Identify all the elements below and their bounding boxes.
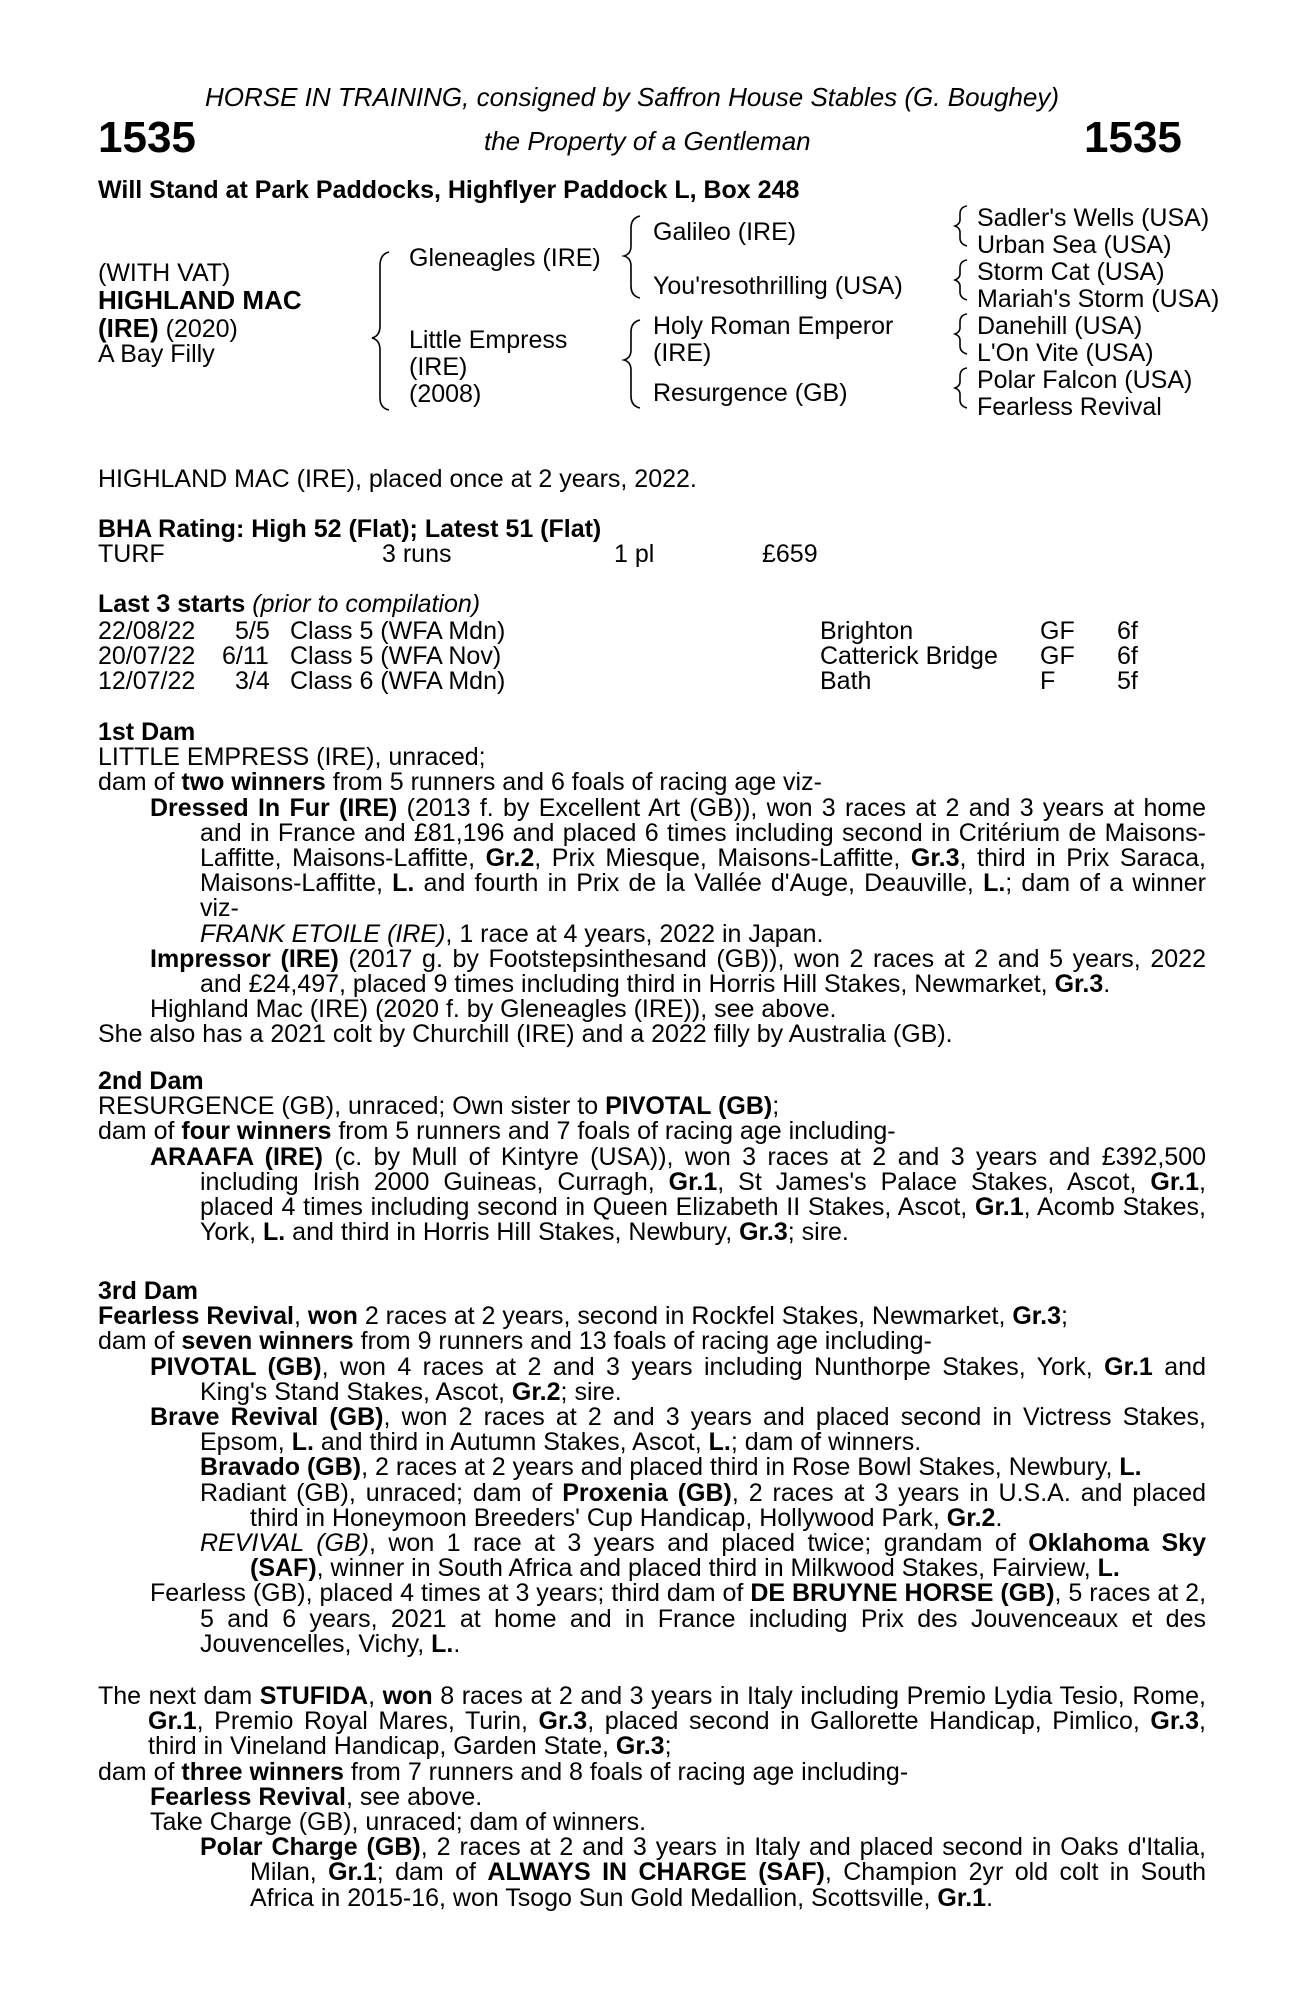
grade: Gr.1 — [328, 1858, 377, 1887]
text: , see above. — [345, 1782, 483, 1811]
second-dam-line — [98, 1094, 1206, 1119]
grade: Gr.1 — [1150, 1167, 1200, 1196]
third-dam-title: 3rd Dam — [98, 1277, 199, 1305]
grand-8: Fearless Revival — [977, 393, 1162, 421]
lot-number-right: 1535 — [1084, 113, 1182, 162]
horse-name: PIVOTAL (GB) — [605, 1092, 773, 1121]
horse-name: DE BRUYNE HORSE (GB) — [750, 1579, 1055, 1608]
text: (c. by Mull of Kintyre (USA)), won 3 races at 2 and 3 years and £392,500 including Irish 2000 Guineas, Curragh, — [200, 1142, 1206, 1196]
text: . — [986, 1883, 994, 1912]
produce-entry: Highland Mac (IRE) (2020 f. by Gleneagles (IRE)), see above. — [150, 995, 837, 1024]
text: ; sire. — [560, 1377, 622, 1406]
start-date: 12/07/22 — [98, 667, 196, 695]
text: , Champion 2yr old colt in South Africa in 2015-16, won Tsogo Sun Gold Medallion, Scottsville, — [250, 1858, 1207, 1912]
rating-surface: TURF — [98, 540, 165, 568]
text-bold: seven winners — [181, 1327, 354, 1356]
horse-name: ALWAYS IN CHARGE (SAF) — [487, 1858, 825, 1887]
grand-7: Polar Falcon (USA) — [977, 366, 1193, 394]
grade: L. — [1097, 1554, 1120, 1583]
rating-placed: 1 pl — [614, 540, 655, 568]
start-race: Class 5 (WFA Mdn) — [290, 617, 506, 645]
horse-name: Proxenia (GB) — [562, 1478, 732, 1507]
grade: Gr.2 — [485, 844, 535, 873]
text-bold: won — [382, 1682, 433, 1710]
grade: Gr.3 — [1012, 1302, 1061, 1331]
grade: Gr.1 — [668, 1167, 718, 1196]
grade: Gr.3 — [739, 1218, 788, 1247]
text: ; dam of — [376, 1858, 488, 1887]
text: , — [293, 1302, 308, 1331]
text: (2017 g. by Footstepsinthesand (GB)), won 2 races at 2 and 5 years, 2022 and £24,497, placed 9 times including third in Horris Hill Stakes, Newmarket, — [200, 944, 1206, 999]
grand-4: Mariah's Storm (USA) — [977, 285, 1220, 313]
horse-country: (IRE) — [98, 313, 159, 343]
start-pos: 3/4 — [235, 667, 270, 695]
second-dam-title: 2nd Dam — [98, 1067, 204, 1095]
text: dam of — [98, 1757, 182, 1786]
sire-sire: Galileo (IRE) — [653, 218, 797, 246]
start-race: Class 5 (WFA Nov) — [290, 642, 502, 670]
text: . — [453, 1629, 461, 1658]
text: and fourth in Prix de la Vallée d'Auge, Deauville, — [414, 869, 984, 898]
grade: Gr.2 — [946, 1503, 996, 1532]
grade: Gr.3 — [538, 1707, 588, 1736]
grade: Gr.2 — [511, 1377, 561, 1406]
grade: Gr.1 — [1104, 1352, 1153, 1381]
text: Radiant (GB), unraced; dam of — [200, 1478, 563, 1507]
grade: L. — [431, 1629, 454, 1658]
horse-name: Impressor (IRE) — [150, 944, 339, 973]
text: , third in Vineland Handicap, Garden State, — [148, 1707, 1206, 1761]
grade: L. — [392, 869, 415, 898]
text: , 2 races at 3 years in U.S.A. and placed third in Honeymoon Breeders' Cup Handicap, Hollywood Park, — [250, 1478, 1206, 1532]
first-dam-section — [98, 720, 1206, 1048]
grade: Gr.1 — [937, 1883, 987, 1912]
text: ; — [772, 1092, 780, 1121]
text: 2 races at 2 years, second in Rockfel Stakes, Newmarket, — [357, 1302, 1013, 1331]
start-race: Class 6 (WFA Mdn) — [290, 667, 506, 695]
grand-6: L'On Vite (USA) — [977, 339, 1154, 367]
bha-rating: BHA Rating: High 52 (Flat); Latest 51 (Flat) — [98, 515, 602, 543]
text: , won 4 races at 2 and 3 years including Nunthorpe Stakes, York, — [321, 1352, 1105, 1381]
text: , 2 races at 2 and 3 years in Italy and placed second in Oaks d'Italia, Milan, — [250, 1833, 1207, 1887]
consignor-line: HORSE IN TRAINING, consigned by Saffron House Stables (G. Boughey) — [205, 82, 1060, 112]
start-date: 20/07/22 — [98, 642, 196, 670]
text: , placed 4 times including second in Queen Elizabeth II Stakes, Ascot, — [200, 1167, 1206, 1222]
grade: Gr.1 — [975, 1193, 1024, 1222]
grade: L. — [263, 1218, 286, 1247]
text: ; dam of a winner viz- — [200, 869, 1206, 923]
rating-runs: 3 runs — [382, 540, 452, 568]
grade: L. — [1119, 1453, 1142, 1482]
text: and King's Stand Stakes, Ascot, — [200, 1352, 1206, 1406]
text: and third in Horris Hill Stakes, Newbury, — [285, 1218, 740, 1247]
text: and third in Autumn Stakes, Ascot, — [313, 1428, 709, 1457]
produce-sub-entry — [98, 1455, 1206, 1480]
text: ; dam of winners. — [730, 1428, 922, 1457]
text: from 5 runners and 7 foals of racing age including- — [331, 1117, 896, 1146]
text: , 5 races at 2, 5 and 6 years, 2021 at home and in France including Prix des Jouvenceaux et des Jouvencelles, Vichy, — [200, 1579, 1207, 1658]
text: , placed second in Gallorette Handicap, Pimlico, — [587, 1707, 1151, 1736]
third-dam-produce — [98, 1329, 1206, 1354]
text: from 7 runners and 8 foals of racing age including- — [343, 1757, 909, 1786]
grade: Gr.1 — [148, 1707, 197, 1736]
race-summary: HIGHLAND MAC (IRE), placed once at 2 years, 2022. — [98, 465, 697, 493]
produce-sub-entry — [98, 919, 1206, 948]
start-dist: 6f — [1117, 617, 1138, 645]
last-starts-note: (prior to compilation) — [252, 590, 481, 618]
last-starts-heading — [98, 592, 480, 617]
grade: Gr.3 — [1054, 970, 1104, 999]
start-date: 22/08/22 — [98, 617, 196, 645]
start-dist: 6f — [1117, 642, 1138, 670]
text: ; — [1061, 1302, 1068, 1331]
grand-2: Urban Sea (USA) — [977, 231, 1172, 259]
dam-line3: (2008) — [409, 380, 482, 408]
grand-1: Sadler's Wells (USA) — [977, 204, 1210, 232]
produce-entry — [98, 1352, 1206, 1406]
horse-name: FRANK ETOILE (IRE) — [200, 919, 446, 948]
horse-name: HIGHLAND MAC — [98, 285, 302, 315]
start-row — [98, 619, 1218, 644]
grade: Gr.3 — [1150, 1707, 1200, 1736]
third-dam-line — [98, 1304, 1206, 1329]
grade: L. — [291, 1428, 314, 1457]
dam-sire-line2: (IRE) — [653, 339, 712, 367]
dam-sire-line1: Holy Roman Emperor — [653, 312, 894, 340]
text: (2013 f. by Excellent Art (GB)), won 3 races at 2 and 3 years at home and in France and £81,196 and placed 6 times including second in Critérium de Maisons-Laffitte, Maisons-Laffitte, — [200, 793, 1206, 873]
produce-entry — [98, 793, 1206, 923]
text: , 2 races at 2 years and placed third in Rose Bowl Stakes, Newbury, — [361, 1453, 1120, 1482]
horse-name: Brave Revival (GB) — [150, 1403, 384, 1432]
grade: L. — [983, 869, 1006, 898]
text: , St James's Palace Stakes, Ascot, — [717, 1167, 1151, 1196]
dam-line2: (IRE) — [409, 353, 468, 381]
text: , winner in South Africa and placed third in Milkwood Stakes, Fairview, — [316, 1554, 1098, 1583]
text-bold: three winners — [181, 1757, 344, 1786]
grade: Gr.3 — [615, 1732, 665, 1761]
text: ; sire. — [787, 1218, 849, 1247]
text: from 9 runners and 13 foals of racing age including- — [353, 1327, 932, 1356]
horse-name: Polar Charge (GB) — [200, 1833, 421, 1862]
dam-line1: Little Empress — [409, 326, 568, 354]
start-course: Brighton — [820, 617, 914, 645]
horse-name: REVIVAL (GB) — [200, 1529, 369, 1558]
start-going: GF — [1040, 617, 1075, 645]
lot-number-left: 1535 — [98, 113, 196, 162]
horse-name: Fearless Revival — [98, 1302, 294, 1331]
stand-line: Will Stand at Park Paddocks, Highflyer Paddock L, Box 248 — [98, 176, 800, 204]
grade: Gr.3 — [910, 844, 960, 873]
first-dam-title: 1st Dam — [98, 718, 196, 746]
second-dam-produce — [98, 1119, 1206, 1144]
text: 8 races at 2 and 3 years in Italy including Premio Lydia Tesio, Rome, — [432, 1682, 1206, 1710]
start-pos: 5/5 — [235, 617, 270, 645]
produce-entry — [98, 1142, 1206, 1247]
text: The next dam — [98, 1682, 260, 1710]
produce-sub-entry — [98, 1835, 1206, 1911]
first-dam-line: LITTLE EMPRESS (IRE), unraced; — [98, 743, 486, 772]
produce-entry — [98, 1405, 1206, 1455]
text: , 1 race at 4 years, 2022 in Japan. — [445, 919, 824, 948]
next-dam-section — [98, 1684, 1206, 1911]
text: , third in Prix Saraca, Maisons-Laffitte, — [200, 844, 1206, 898]
produce-entry — [98, 944, 1206, 999]
text: from 5 runners and 6 foals of racing age viz- — [325, 768, 822, 797]
text-bold: two winners — [181, 768, 326, 797]
vat-label: (WITH VAT) — [98, 259, 231, 287]
text: , Premio Royal Mares, Turin, — [196, 1707, 539, 1736]
text: Fearless (GB), placed 4 times at 3 years; third dam of — [150, 1579, 751, 1608]
property-line: the Property of a Gentleman — [484, 126, 811, 156]
grade: L. — [708, 1428, 731, 1457]
third-dam-section — [98, 1279, 1206, 1657]
next-dam-line — [98, 1684, 1206, 1760]
text: . — [995, 1503, 1003, 1532]
last-starts-title: Last 3 starts — [98, 590, 246, 618]
text: , — [368, 1682, 383, 1710]
dam-dam: Resurgence (GB) — [653, 379, 848, 407]
horse-name: Fearless Revival — [150, 1782, 346, 1811]
rating-earnings: £659 — [762, 540, 818, 568]
grand-3: Storm Cat (USA) — [977, 258, 1165, 286]
next-dam-produce — [98, 1757, 1206, 1786]
text: . — [1103, 970, 1111, 999]
text: , won 2 races at 2 and 3 years and placed second in Victress Stakes, Epsom, — [200, 1403, 1206, 1457]
text: ; — [664, 1732, 672, 1761]
horse-name: STUFIDA — [259, 1682, 369, 1710]
horse-name: Bravado (GB) — [200, 1453, 362, 1482]
grand-5: Danehill (USA) — [977, 312, 1143, 340]
horse-year: (2020) — [158, 315, 238, 343]
first-dam-produce — [98, 770, 1206, 795]
start-row — [98, 669, 1218, 694]
text: , won 1 race at 3 years and placed twice; grandam of — [368, 1529, 1029, 1558]
text: , Prix Miesque, Maisons-Laffitte, — [534, 844, 911, 873]
text: dam of — [98, 1327, 182, 1356]
produce-sub-entry — [98, 1531, 1206, 1581]
second-dam-section — [98, 1069, 1206, 1245]
produce-entry — [98, 1782, 1206, 1811]
start-pos: 6/11 — [222, 642, 269, 670]
sire: Gleneagles (IRE) — [409, 244, 601, 272]
produce-entry: Take Charge (GB), unraced; dam of winners. — [150, 1808, 647, 1837]
start-course: Catterick Bridge — [820, 642, 998, 670]
produce-entry — [98, 1581, 1206, 1657]
text: , Acomb Stakes, York, — [200, 1193, 1206, 1247]
horse-name: PIVOTAL (GB) — [150, 1352, 322, 1381]
horse-name: Dressed In Fur (IRE) — [150, 793, 398, 822]
text-bold: four winners — [181, 1117, 332, 1146]
start-dist: 5f — [1117, 667, 1138, 695]
produce-note: She also has a 2021 colt by Churchill (IRE) and a 2022 filly by Australia (GB). — [98, 1020, 953, 1049]
horse-description: A Bay Filly — [98, 340, 215, 368]
sire-dam: You'resothrilling (USA) — [653, 272, 903, 300]
start-going: F — [1040, 667, 1056, 695]
text: RESURGENCE (GB), unraced; Own sister to — [98, 1092, 606, 1121]
start-course: Bath — [820, 667, 872, 695]
produce-sub-entry — [98, 1478, 1206, 1532]
horse-name: ARAAFA (IRE) — [150, 1142, 323, 1171]
horse-name: Oklahoma Sky (SAF) — [250, 1529, 1206, 1583]
start-row — [98, 644, 1218, 669]
text-bold: won — [307, 1302, 358, 1331]
text: dam of — [98, 1117, 182, 1146]
start-going: GF — [1040, 642, 1075, 670]
text: dam of — [98, 768, 182, 797]
